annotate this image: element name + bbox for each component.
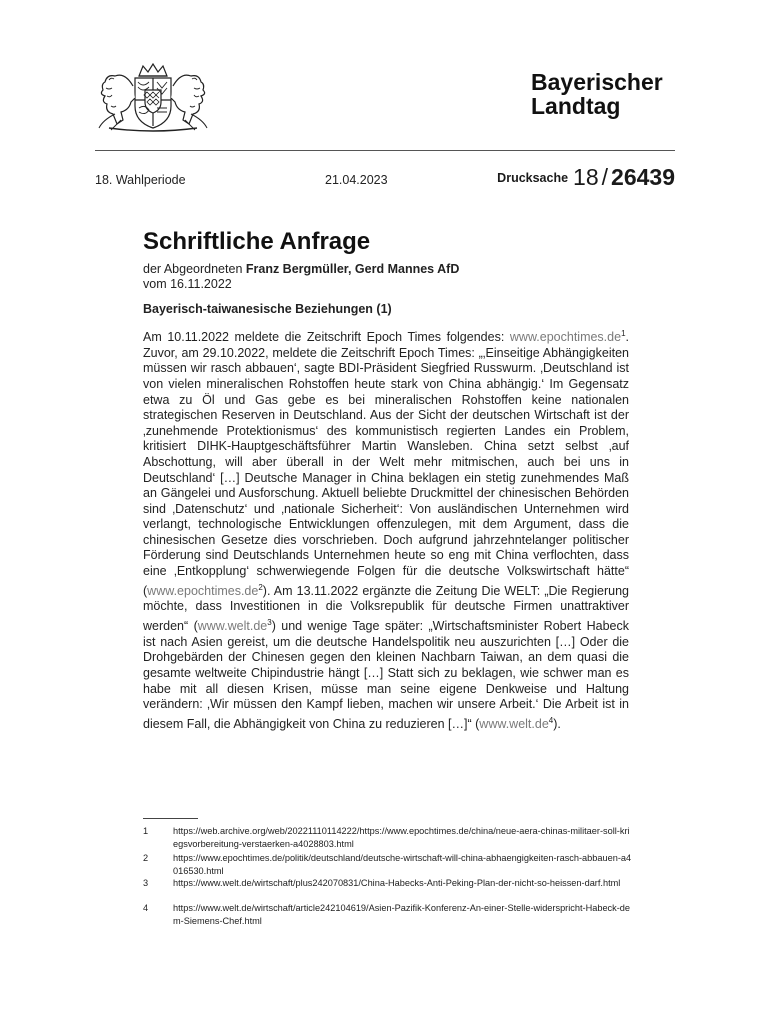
subject-heading: Bayerisch-taiwanesische Beziehungen (1) bbox=[143, 302, 392, 316]
document-date: 21.04.2023 bbox=[325, 173, 388, 187]
drucksache-separator: / bbox=[601, 164, 609, 190]
brand-title bbox=[531, 70, 663, 118]
footnote-number: 4 bbox=[143, 903, 149, 913]
footnote-1 bbox=[143, 825, 633, 850]
drucksache-number: 26439 bbox=[611, 164, 675, 190]
footnote-url[interactable]: https://www.welt.de/wirtschaft/plus242070831/China-Habecks-Anti-Peking-Plan-der-nicht-so-heissen-darf.html bbox=[173, 878, 621, 888]
wahlperiode: 18. Wahlperiode bbox=[95, 173, 186, 187]
body-part-5: ). bbox=[553, 716, 561, 731]
footnote-2 bbox=[143, 852, 633, 877]
drucksache-wp: 18 bbox=[573, 164, 599, 190]
footnote-ref-3[interactable]: 3 bbox=[267, 618, 272, 627]
link-epochtimes-2[interactable]: www.epochtimes.de bbox=[147, 583, 259, 598]
body-part-1: Am 10.11.2022 meldete die Zeitschrift Epoch Times folgendes: bbox=[143, 330, 510, 345]
footnote-url[interactable]: https://web.archive.org/web/20221110114222/https://www.epochtimes.de/china/neue-aera-chinas-militaer-soll-kriegsvorbereitung-verstaerken-a4028803.html bbox=[173, 826, 630, 849]
footnote-3 bbox=[143, 877, 633, 890]
authors-block bbox=[143, 262, 459, 292]
footnote-url[interactable]: https://www.epochtimes.de/politik/deutschland/deutsche-wirtschaft-will-china-abhaengigkeiten-rasch-abbauen-a4016530.html bbox=[173, 853, 632, 876]
footnote-number: 3 bbox=[143, 878, 149, 888]
footnote-number: 1 bbox=[143, 826, 149, 836]
submission-date: vom 16.11.2022 bbox=[143, 277, 232, 291]
document-title: Schriftliche Anfrage bbox=[143, 228, 371, 255]
body-part-2: . Zuvor, am 29.10.2022, meldete die Zeitschrift Epoch Times: „‚Einseitige Abhängigkeiten müssen wir rasch abbauen‘, sagte BDI-Präsident Siegfried Russwurm. ‚Deutschland ist von vielen mineralischen Rohstoffen heute stark von China abhängig.‘ Im Gegensatz etwa zu Öl und Gas gebe es bei mineralischen Rohstoffen keine nationalen strategischen Reserven in Deutschland. Aus der Sicht der deutschen Wirtschaft ist der ‚zunehmende Protektionismus‘ des kommunistisch regierten Landes ein Problem, kritisiert DIHK-Hauptgeschäftsführer Martin Wansleben. China setzt selbst ‚auf Abschottung, will aber überall in der Welt mehr mitmischen, auch bei uns in Deutschland‘ […] Deutsche Manager in China beklagen ein stetig zunehmendes Maß an Gängelei und Ausforschung. Aktuell beliebte Druckmittel der chinesischen Behörden sind ‚Datenschutz‘ und ‚nationale Sicherheit‘: Von ausländischen Unternehmen wird verlangt, technologische Entwicklungen offenzulegen, mit dem Argument, dass die chinesischen Gesetze dies vorschrieben. Doch aufgrund jahrzehntelanger politischer Förderung sind Deutschlands Unternehmen heute so eng mit China verflochten, dass eine ‚Entkopplung‘ schwerwiegende Folgen für die deutsche Volkswirtschaft hätte“ ( bbox=[143, 330, 629, 598]
brand-line-2: Landtag bbox=[531, 93, 621, 119]
footnote-number: 2 bbox=[143, 853, 149, 863]
link-epochtimes-1[interactable]: www.epochtimes.de bbox=[509, 330, 622, 345]
brand-line-1: Bayerischer bbox=[531, 69, 663, 95]
drucksache-label: Drucksache bbox=[497, 171, 569, 185]
footnote-url[interactable]: https://www.welt.de/wirtschaft/article242104619/Asien-Pazifik-Konferenz-An-einer-Stelle-widerspricht-Habeck-dem-Siemens-Chef.html bbox=[173, 903, 631, 926]
footnote-divider bbox=[143, 818, 198, 819]
header-divider bbox=[95, 150, 675, 151]
body-part-3: ). Am 13.11.2022 ergänzte die Zeitung Die WELT: „Die Regierung möchte, dass Investitionen in die Volksrepublik für deutsche Firmen unattraktiver werden“ ( bbox=[143, 583, 629, 634]
link-welt-1[interactable]: www.welt.de bbox=[197, 619, 268, 634]
drucksache bbox=[497, 164, 675, 191]
bavarian-coat-of-arms-icon bbox=[95, 62, 211, 132]
body-text bbox=[143, 326, 629, 732]
footnote-ref-1[interactable]: 1 bbox=[621, 329, 626, 338]
body-part-4: ) und wenige Tage später: „Wirtschaftsminister Robert Habeck ist nach Asien gereist, um die deutsche Handelspolitik neu auszurichten […] Oder die Drohgebärden der Chinesen gegen den kleinen Nachbarn Taiwan, an dem quasi die gesamte weltweite Chipindustrie hängt […] Statt sich zu beklagen, wie schwer man es habe mit all diesen Krisen, müsse man seine eigene Denkweise und Haltung verändern: ‚Wir müssen den Kampf lieben, machen wir unsere Arbeit.‘ Die Arbeit ist in diesem Fall, die Abhängigkeit von China zu reduzieren […]“ ( bbox=[143, 619, 629, 731]
footnote-ref-4[interactable]: 4 bbox=[548, 715, 554, 725]
link-welt-2[interactable]: www.welt.de bbox=[479, 716, 549, 731]
footnote-ref-2[interactable]: 2 bbox=[258, 582, 263, 592]
authors-line bbox=[143, 262, 459, 277]
authors-names: Franz Bergmüller, Gerd Mannes AfD bbox=[245, 262, 460, 276]
authors-prefix: der Abgeordneten bbox=[143, 262, 243, 276]
footnote-4 bbox=[143, 902, 633, 927]
